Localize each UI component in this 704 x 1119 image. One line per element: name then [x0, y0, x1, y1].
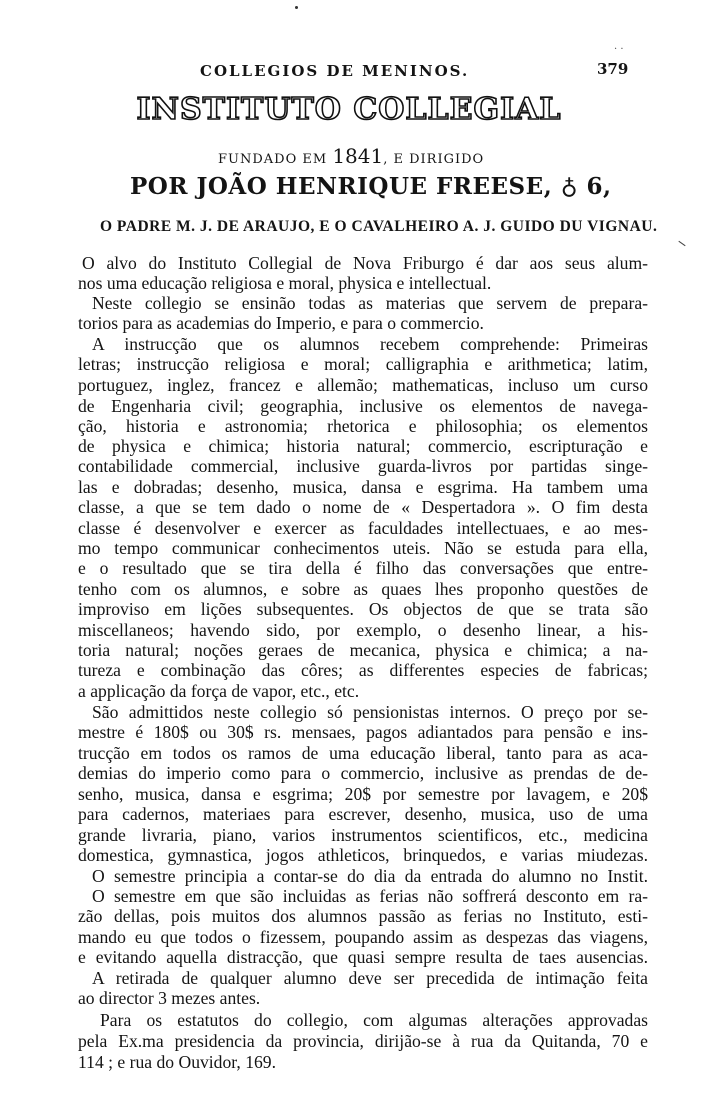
- codirectors-line: O PADRE M. J. DE ARAUJO, E O CAVALHEIRO A. J. GUIDO DU VIGNAU.: [100, 218, 658, 235]
- top-dot: [295, 6, 298, 9]
- running-head: COLLEGIOS DE MENINOS.: [200, 62, 470, 80]
- founded-prefix: FUNDADO EM: [218, 152, 328, 167]
- body-line: 114 ; e rua do Ouvidor, 169.: [78, 1052, 277, 1072]
- founded-suffix: , E DIRIGIDO: [383, 152, 485, 167]
- body-line: Neste collegio se ensinão todas as materias que servem de prepara-: [92, 293, 648, 313]
- body-line: O alvo do Instituto Collegial de Nova Friburgo é dar aos seus alum-: [82, 253, 648, 273]
- body-line: A retirada de qualquer alumno deve ser precedida de intimação feita: [92, 968, 648, 988]
- body-line: portuguez, inglez, francez e allemão; mathematicas, incluso um curso: [78, 375, 648, 395]
- page-number: 379: [597, 60, 629, 78]
- body-line: letras; instrucção religiosa e moral; calligraphia e arithmetica; latim,: [78, 354, 648, 374]
- body-line: de Engenharia civil; geographia, inclusive os elementos de navega-: [78, 396, 648, 416]
- body-line: a applicação da força de vapor, etc., etc.: [78, 681, 360, 701]
- director-line: POR JOÃO HENRIQUE FREESE, ♁ 6,: [130, 173, 612, 200]
- body-line: e evitando aquella distracção, que quasi sempre resulta de taes ausencias.: [78, 947, 648, 967]
- body-line: mestre é 180$ ou 30$ rs. mensaes, pagos adiantados para pensão e ins-: [78, 722, 648, 742]
- body-line: O semestre principia a contar-se do dia da entrada do alumno no Instit.: [92, 866, 648, 886]
- body-line: tenho com os alumnos, e sobre as quaes lhes proponho questões de: [78, 579, 648, 599]
- body-line: de physica e chimica; historia natural; commercio, escripturação e: [78, 436, 648, 456]
- body-line: e o resultado que se tira della é filho das conversações que entre-: [78, 558, 648, 578]
- margin-mark: [678, 241, 685, 246]
- body-line: las e dobradas; desenho, musica, dansa e esgrima. Ha tambem uma: [78, 477, 648, 497]
- body-line: mando eu que todos o fizessem, poupando assim as despezas das viagens,: [78, 927, 648, 947]
- body-line: tureza e combinação das côres; as differentes especies de fabricas;: [78, 660, 648, 680]
- body-line: nos uma educação religiosa e moral, physica e intellectual.: [78, 273, 492, 293]
- page-number-marks: · ·: [614, 44, 624, 55]
- body-line: pela Ex.ma presidencia da provincia, dirijão-se à rua da Quitanda, 70 e: [78, 1031, 648, 1051]
- body-line: demias do imperio como para o commercio, inclusive as prendas de de-: [78, 763, 648, 783]
- body-line: mo tempo communicar conhecimentos uteis. Não se estuda para ella,: [78, 538, 648, 558]
- body-line: para cadernos, materiaes para escrever, desenho, musica, uso de uma: [78, 804, 648, 824]
- founded-line: [218, 144, 484, 168]
- body-line: grande livraria, piano, varios instrumentos scientificos, etc., medicina: [78, 825, 648, 845]
- body-line: O semestre em que são incluidas as ferias não soffrerá desconto em ra-: [92, 886, 648, 906]
- body-line: senho, musica, dansa e esgrima; 20$ por semestre por lavagem, e 20$: [78, 784, 648, 804]
- body-line: A instrucção que os alumnos recebem comprehende: Primeiras: [92, 334, 648, 354]
- body-line: domestica, gymnastica, jogos athleticos, brinquedos, e varias miudezas.: [78, 845, 648, 865]
- body-line: contabilidade commercial, inclusive guarda-livros por partidas singe-: [78, 456, 648, 476]
- body-line: classe, a que se tem dado o nome de « Despertadora ». O fim desta: [78, 497, 648, 517]
- body-line: ao director 3 mezes antes.: [78, 988, 261, 1008]
- body-line: Para os estatutos do collegio, com algumas alterações approvadas: [100, 1010, 648, 1030]
- body-line: toria natural; noções geraes de mecanica, physica e chimica; a na-: [78, 640, 648, 660]
- body-line: ção, historia e astronomia; rhetorica e philosophia; os elementos: [78, 416, 648, 436]
- institution-title: INSTITUTO COLLEGIAL: [136, 92, 562, 127]
- body-line: miscellaneos; havendo sido, por exemplo, o desenho linear, a his-: [78, 620, 648, 640]
- body-line: improviso em lições subsequentes. Os objectos de que se trata são: [78, 599, 648, 619]
- founded-year: 1841: [332, 144, 384, 168]
- body-line: classe é desenvolver e exercer as faculdades intellectuaes, e ao mes-: [78, 518, 648, 538]
- body-line: torios para as academias do Imperio, e para o commercio.: [78, 313, 484, 333]
- body-line: São admittidos neste collegio só pensionistas internos. O preço por se-: [92, 702, 648, 722]
- body-line: zão dellas, pois muitos dos alumnos passão as ferias no Instituto, esti-: [78, 906, 648, 926]
- body-line: trucção em todos os ramos de uma educação liberal, tanto para as aca-: [78, 743, 648, 763]
